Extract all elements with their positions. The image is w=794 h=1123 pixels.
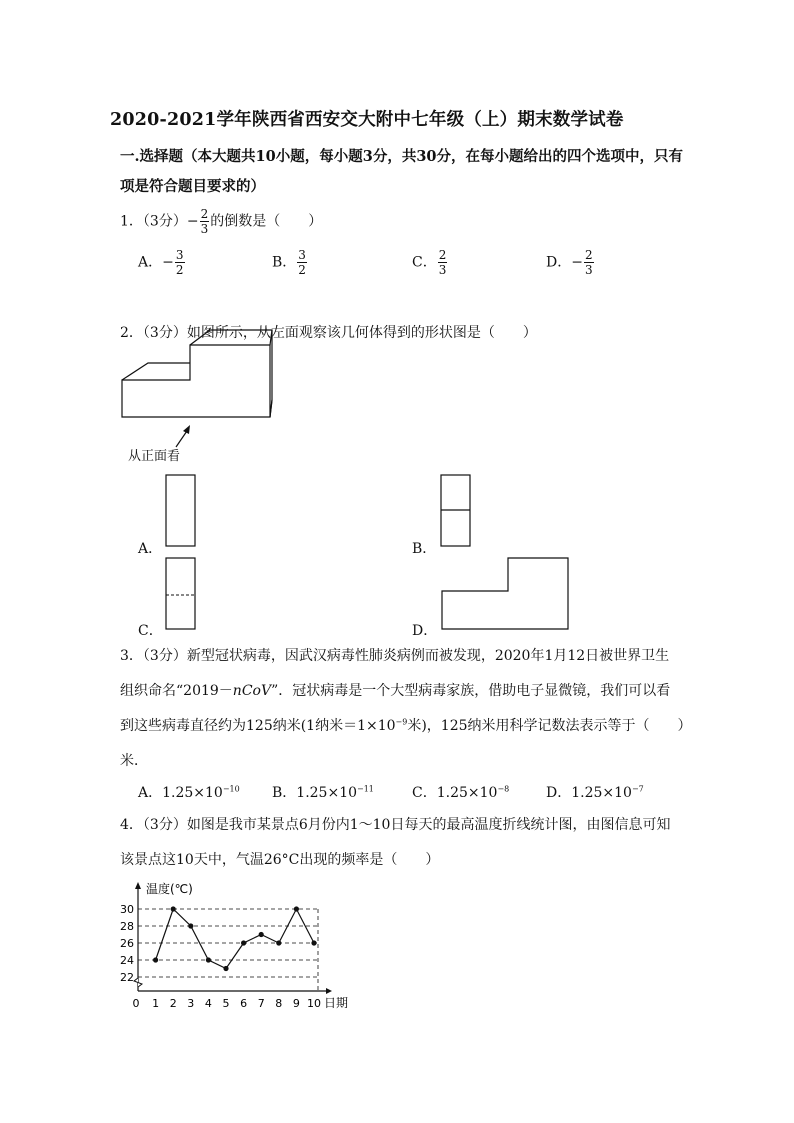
page-title: 2020-2021学年陕西省西安交大附中七年级（上）期末数学试卷 xyxy=(110,110,624,130)
y-tick-label: 22 xyxy=(120,971,134,984)
option-exponent: −11 xyxy=(357,784,374,794)
x-tick-label: 3 xyxy=(187,997,195,1010)
temperature-line-chart xyxy=(120,878,365,1018)
option-label: B． xyxy=(272,785,297,801)
data-point xyxy=(311,940,316,945)
frac-num: 3 xyxy=(175,248,184,262)
option-label: C． xyxy=(412,254,437,271)
option-label: B． xyxy=(272,254,297,271)
axis-break xyxy=(134,978,142,987)
option-sign: − xyxy=(162,254,174,271)
option-label: C． xyxy=(412,785,437,801)
data-point xyxy=(153,957,158,962)
option-fraction xyxy=(175,249,185,276)
y-tick-label: 24 xyxy=(120,954,134,967)
q3-option-a[interactable] xyxy=(138,782,240,802)
q3-line3 xyxy=(120,715,692,735)
data-point xyxy=(171,906,176,911)
y-tick-label: 28 xyxy=(120,920,134,933)
frac-den: 3 xyxy=(438,263,447,277)
option-base: 1.25×10 xyxy=(296,785,358,801)
x-tick-label: 7 xyxy=(257,997,265,1010)
x-tick-label: 4 xyxy=(204,997,212,1010)
frac-den: 2 xyxy=(298,263,306,277)
q3-line1: 3．（3分）新型冠状病毒，因武汉病毒性肺炎病例而被发现，2020年1月12日被世界卫生 xyxy=(120,648,670,664)
q3-line2-a: 组织命名“2019－ xyxy=(120,683,233,699)
option-fraction xyxy=(438,249,448,276)
data-point xyxy=(188,923,193,928)
q2-option-d-label[interactable]: D． xyxy=(412,623,438,639)
q3-line2-b: ”．冠状病毒是一个大型病毒家族，借助电子显微镜，我们可以看 xyxy=(271,683,671,699)
frac-den: 2 xyxy=(175,263,184,277)
option-label: A． xyxy=(138,785,163,801)
frac-den: 3 xyxy=(584,263,593,277)
data-point xyxy=(276,940,281,945)
x-tick-label: 6 xyxy=(240,997,248,1010)
q2-option-a-figure[interactable] xyxy=(165,474,197,548)
q2-option-b-label[interactable]: B． xyxy=(412,541,437,557)
frac-num: 2 xyxy=(584,248,593,262)
option-label: D． xyxy=(546,785,572,801)
q1-option-c[interactable] xyxy=(412,249,448,276)
x-tick-label: 9 xyxy=(292,997,300,1010)
q3-line3-b: 米)，125纳米用科学记数法表示等于（ ） xyxy=(407,718,692,734)
q1-option-a[interactable] xyxy=(138,249,186,276)
view-direction-label: 从正面看 xyxy=(128,449,181,464)
option-exponent: −8 xyxy=(497,784,510,794)
x-tick-label: 1 xyxy=(152,997,160,1010)
q2-option-c-figure[interactable] xyxy=(165,557,197,631)
x-tick-label: 10 xyxy=(307,997,321,1010)
data-point xyxy=(223,966,228,971)
q4-line2: 该景点这10天中，气温26°C出现的频率是（ ） xyxy=(120,852,440,868)
section-heading-line1: 一.选择题（本大题共10小题，每小题3分，共30分，在每小题给出的四个选项中，只有 xyxy=(120,148,683,165)
question-1 xyxy=(120,208,322,235)
q3-option-c[interactable] xyxy=(412,782,509,802)
q1-neg: − xyxy=(186,213,199,230)
option-exponent: −7 xyxy=(631,784,644,794)
option-sign: − xyxy=(571,254,583,271)
q3-line3-a: 到这些病毒直径约为125纳米(1纳米＝1×10 xyxy=(120,718,396,734)
q3-line4: 米． xyxy=(120,753,148,769)
option-exponent: −10 xyxy=(222,784,240,794)
x-axis-arrow xyxy=(326,988,332,994)
data-point xyxy=(206,957,211,962)
frac-num: 2 xyxy=(438,248,447,262)
q3-virus-name: nCoV xyxy=(232,683,272,699)
question-2: 2．（3分）如图所示，从左面观察该几何体得到的形状图是（ ） xyxy=(120,325,537,341)
y-tick-label: 30 xyxy=(120,903,134,916)
x-tick-label: 0 xyxy=(132,997,140,1010)
x-tick-label: 8 xyxy=(275,997,283,1010)
option-base: 1.25×10 xyxy=(571,785,632,801)
section-heading-line2: 项是符合题目要求的） xyxy=(120,178,265,195)
frac-num: 3 xyxy=(298,248,306,262)
option-fraction xyxy=(297,249,307,276)
view-arrowhead xyxy=(183,425,190,434)
option-fraction xyxy=(584,249,594,276)
q1-prefix: 1．（3分） xyxy=(120,213,187,230)
x-tick-label: 5 xyxy=(222,997,230,1010)
q2-option-b-figure[interactable] xyxy=(440,474,472,548)
option-label: D． xyxy=(546,254,572,271)
q3-line2 xyxy=(120,680,670,700)
q1-option-b[interactable] xyxy=(272,249,308,276)
q1-frac-den: 3 xyxy=(200,222,209,236)
q2-solid-figure xyxy=(110,325,290,465)
q1-frac-num: 2 xyxy=(200,207,209,221)
option-label: A． xyxy=(138,254,163,271)
q2-option-d-figure[interactable] xyxy=(441,557,571,631)
q3-option-d[interactable] xyxy=(546,782,644,802)
q4-line1: 4．（3分）如图是我市某景点6月份内1～10日每天的最高温度折线统计图，由图信息可知 xyxy=(120,817,671,833)
temperature-series-line xyxy=(156,909,314,969)
x-axis-label: 日期 xyxy=(324,996,349,1010)
data-point xyxy=(294,906,299,911)
data-point xyxy=(259,932,264,937)
q2-option-a-label[interactable]: A． xyxy=(138,541,163,557)
q1-suffix: 的倒数是（ ） xyxy=(210,213,323,230)
q1-fraction xyxy=(200,208,210,235)
data-point xyxy=(241,940,246,945)
x-tick-label: 2 xyxy=(169,997,177,1010)
y-axis-arrow xyxy=(135,882,141,889)
q3-exponent: −9 xyxy=(395,717,408,727)
option-base: 1.25×10 xyxy=(162,785,223,801)
y-tick-label: 26 xyxy=(120,937,134,950)
q1-option-d[interactable] xyxy=(546,249,595,276)
y-axis-label: 温度(℃) xyxy=(146,882,193,896)
option-base: 1.25×10 xyxy=(436,785,498,801)
q2-option-c-label[interactable]: C． xyxy=(138,623,163,639)
q3-option-b[interactable] xyxy=(272,782,374,802)
